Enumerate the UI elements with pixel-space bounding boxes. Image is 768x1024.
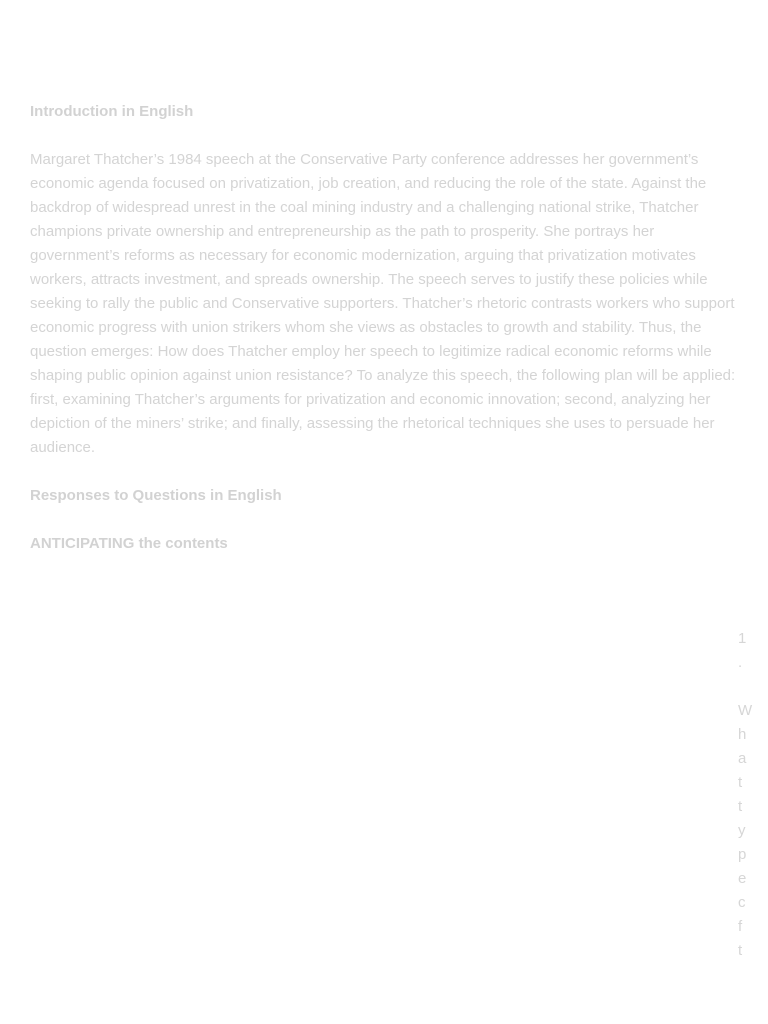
responses-heading: Responses to Questions in English [30,487,282,504]
document-body [30,100,740,556]
clipped-line: f [738,918,743,935]
clipped-line: c [738,894,746,911]
clipped-line: e [738,870,747,887]
intro-heading: Introduction in English [30,103,194,120]
intro-paragraph: Margaret Thatcher’s 1984 speech at the Conservative Party conference addresses her government’s economic agenda focused on privatization, job creation, and reducing the role of the state. Against the backdrop of widespread unrest in the coal mining industry and a challenging national strike, Thatcher champions private ownership and entrepreneurship as the path to prosperity. She portrays her government’s reforms as necessary for economic modernization, arguing that privatization motivates workers, attracts investment, and spreads ownership. The speech serves to justify these policies while seeking to rally the public and Conservative supporters. Thatcher’s rhetoric contrasts workers who support economic progress with union strikers whom she views as obstacles to growth and stability. Thus, the question emerges: How does Thatcher employ her speech to legitimize radical economic reforms while shaping public opinion against union resistance? To analyze this speech, the following plan will be applied: first, examining Thatcher’s arguments for privatization and economic innovation; second, analyzing her depiction of the miners’ strike; and finally, assessing the rhetorical techniques she uses to persuade her audience. [30,151,736,456]
clipped-line: 1 [738,630,747,647]
clipped-line: . [738,654,743,671]
clipped-line: t [738,774,743,791]
clipped-line: t [738,942,743,959]
clipped-line: W [738,702,753,719]
clipped-line: h [738,726,747,743]
clipped-line: a [738,750,747,767]
anticipating-heading: ANTICIPATING the contents [30,535,228,552]
clipped-line: p [738,846,747,863]
clipped-line: t [738,798,743,815]
clipped-line: y [738,822,746,839]
clipped-column-top [738,627,768,675]
clipped-column-bottom [738,699,768,963]
